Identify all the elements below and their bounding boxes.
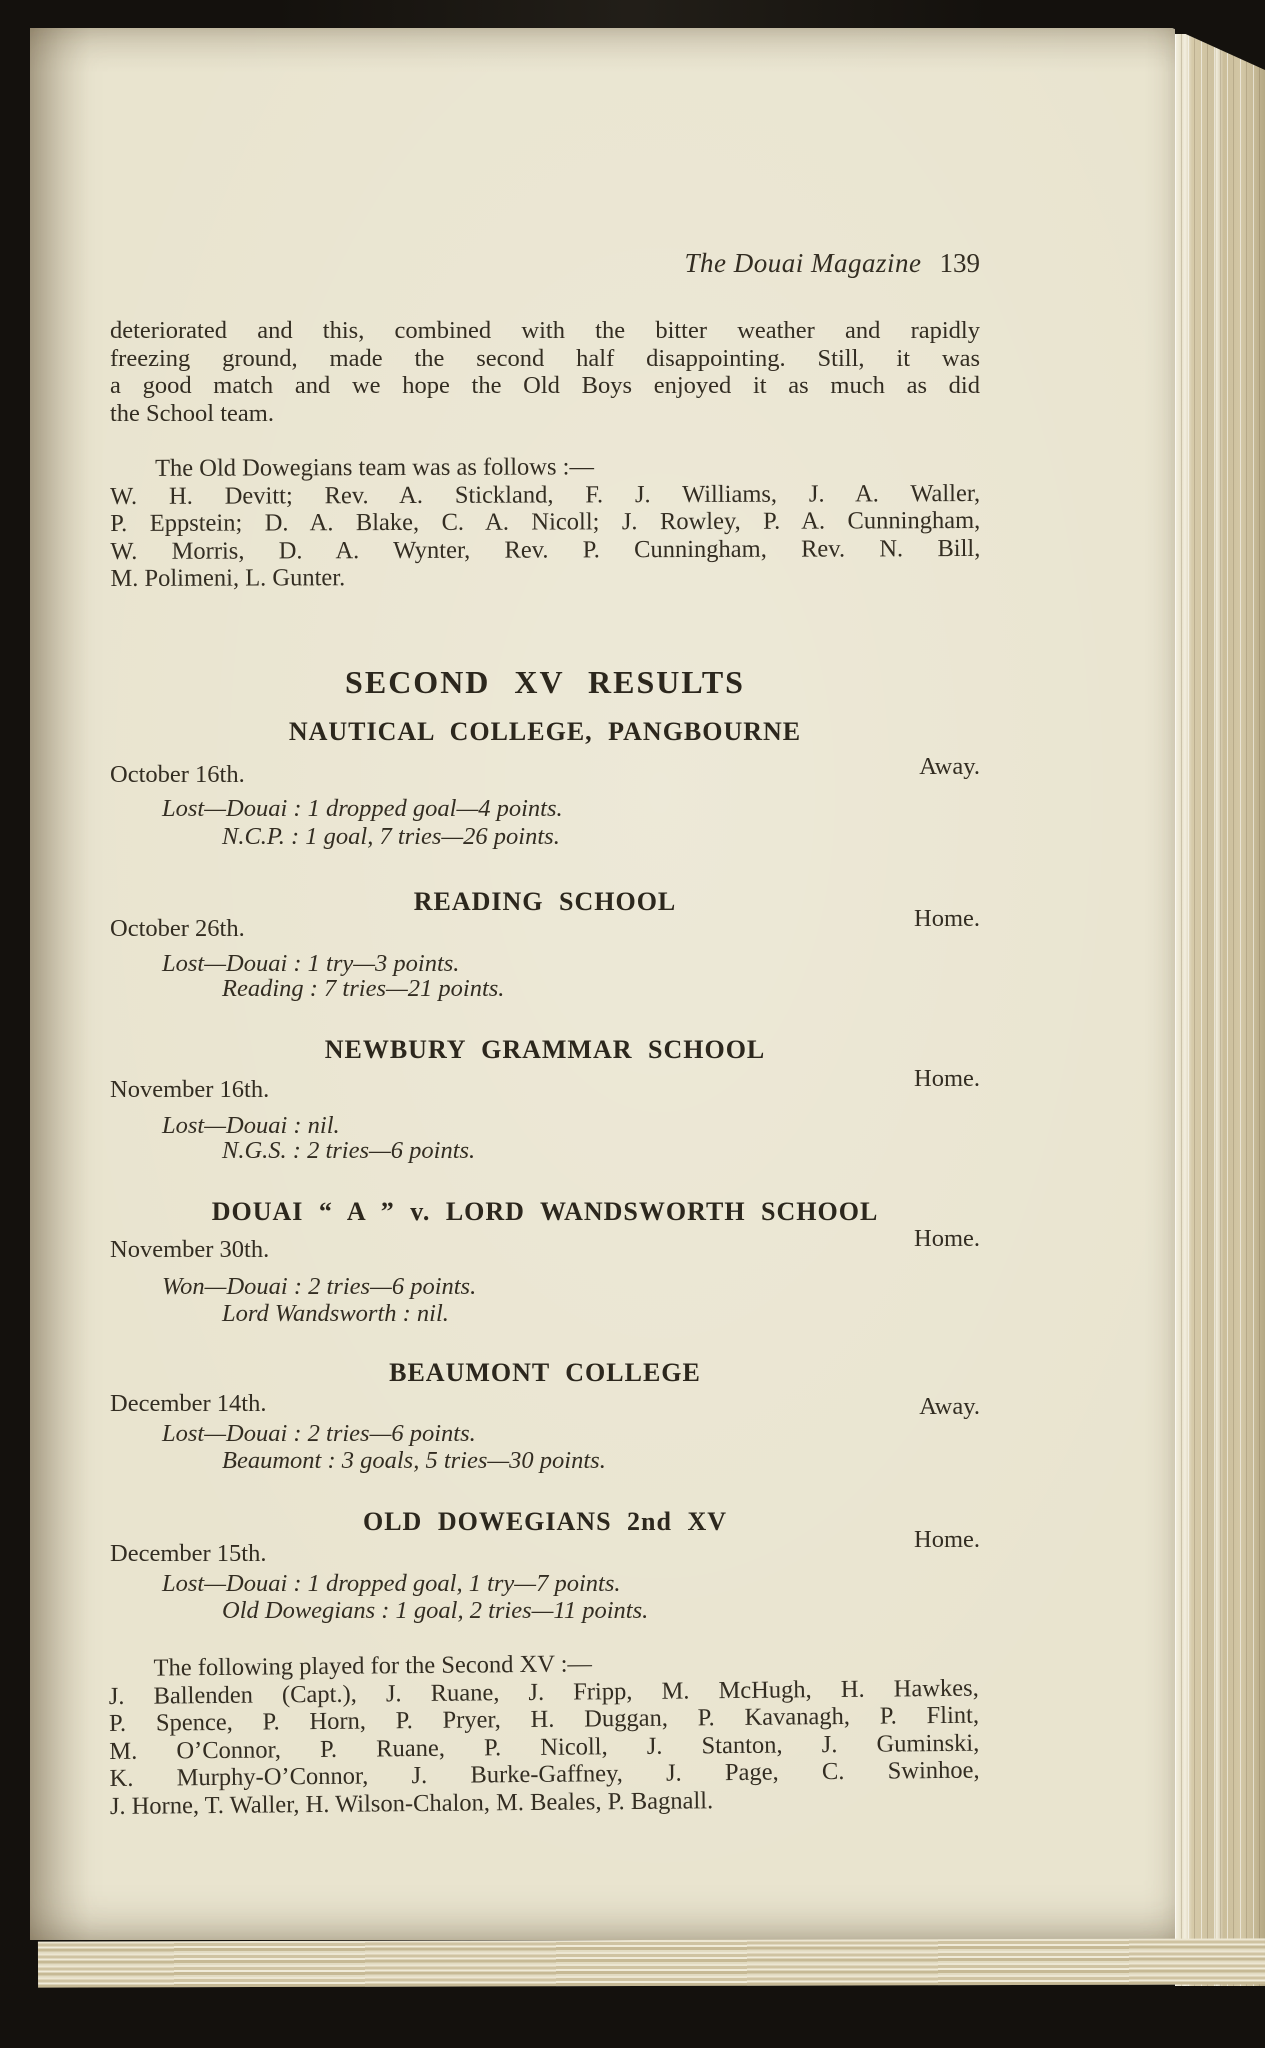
paragraph-line: P. Spence, P. Horn, P. Pryer, H. Duggan, P. Kavanagh, P. Flint, — [108, 1701, 980, 1738]
match-result-douai: Won—Douai : 2 tries—6 points. — [162, 1273, 477, 1300]
paragraph-line: P. Eppstein; D. A. Blake, C. A. Nicoll; J. Rowley, P. A. Cunningham, — [110, 506, 981, 537]
match-opponent-heading: NEWBURY GRAMMAR SCHOOL — [324, 1035, 766, 1064]
match-date: December 14th. — [110, 1390, 267, 1417]
cover-corner — [1168, 26, 1265, 70]
match-result-douai: Lost—Douai : 1 dropped goal, 1 try—7 points. — [162, 1570, 621, 1597]
match-venue: Away. — [919, 753, 980, 780]
paragraph-line: W. H. Devitt; Rev. A. Stickland, F. J. Williams, J. A. Waller, — [110, 479, 981, 510]
intro-paragraph — [110, 317, 980, 427]
paragraph-line: M. O’Connor, P. Ruane, P. Nicoll, J. Stanton, J. Guminski, — [109, 1729, 980, 1765]
paragraph-line: the School team. — [110, 399, 274, 427]
paragraph-line: J. Ballenden (Capt.), J. Ruane, J. Fripp, M. McHugh, H. Hawkes, — [108, 1674, 979, 1710]
paragraph-line: freezing ground, made the second half disappointing. Still, it was — [110, 344, 980, 372]
match-opponent-heading: READING SCHOOL — [413, 887, 677, 916]
section-title: SECOND XV RESULTS — [345, 664, 745, 700]
paragraph-line: M. Polimeni, L. Gunter. — [110, 564, 346, 592]
match-date: November 16th. — [110, 1076, 270, 1103]
match-opponent-heading: NAUTICAL COLLEGE, PANGBOURNE — [288, 717, 802, 746]
players-paragraph — [108, 1647, 980, 1820]
match-date: October 16th. — [110, 761, 245, 788]
page-number: 139 — [939, 248, 980, 278]
match-result-opponent: Beaumont : 3 goals, 5 tries—30 points. — [222, 1447, 606, 1474]
match-date: October 26th. — [110, 915, 245, 942]
magazine-title: The Douai Magazine — [684, 248, 922, 278]
match-venue: Home. — [914, 1526, 980, 1553]
match-opponent-heading: OLD DOWEGIANS 2nd XV — [362, 1507, 727, 1536]
match-result-douai: Lost—Douai : 1 try—3 points. — [162, 950, 460, 977]
match-result-opponent: N.G.S. : 2 tries—6 points. — [222, 1137, 476, 1164]
paragraph-line: J. Horne, T. Waller, H. Wilson-Chalon, M. Beales, P. Bagnall. — [109, 1786, 714, 1820]
match-result-douai: Lost—Douai : 1 dropped goal—4 points. — [162, 795, 563, 822]
match-venue: Away. — [919, 1393, 980, 1420]
paragraph-line: W. Morris, D. A. Wynter, Rev. P. Cunningham, Rev. N. Bill, — [110, 534, 981, 565]
match-date: December 15th. — [110, 1540, 267, 1567]
paragraph-line: a good match and we hope the Old Boys enjoyed it as much as did — [110, 372, 980, 399]
match-result-opponent: Old Dowegians : 1 goal, 2 tries—11 points. — [222, 1597, 649, 1624]
match-venue: Home. — [914, 905, 980, 932]
match-opponent-heading: BEAUMONT COLLEGE — [389, 1358, 701, 1387]
match-result-opponent: Reading : 7 tries—21 points. — [222, 975, 505, 1002]
paragraph-line: The following played for the Second XV :— — [153, 1650, 593, 1682]
match-result-opponent: N.C.P. : 1 goal, 7 tries—26 points. — [222, 823, 560, 850]
match-result-opponent: Lord Wandsworth : nil. — [222, 1300, 449, 1327]
paragraph-line: K. Murphy-O’Connor, J. Burke-Gaffney, J. Page, C. Swinhoe, — [109, 1756, 980, 1793]
paragraph-line: deteriorated and this, combined with the bitter weather and rapidly — [110, 317, 980, 344]
running-head — [110, 248, 980, 279]
match-venue: Home. — [914, 1225, 980, 1252]
page-edges-bottom — [38, 1938, 1265, 1987]
match-opponent-heading: DOUAI “ A ” v. LORD WANDSWORTH SCHOOL — [211, 1197, 879, 1226]
team-paragraph — [110, 452, 980, 593]
paragraph-line: The Old Dowegians team was as follows :— — [154, 453, 594, 482]
match-result-douai: Lost—Douai : 2 tries—6 points. — [162, 1420, 476, 1447]
page-edges-right — [1175, 34, 1265, 1986]
magazine-page — [30, 28, 1175, 1940]
match-venue: Home. — [914, 1065, 980, 1092]
match-result-douai: Lost—Douai : nil. — [162, 1112, 340, 1139]
match-date: November 30th. — [110, 1236, 270, 1263]
